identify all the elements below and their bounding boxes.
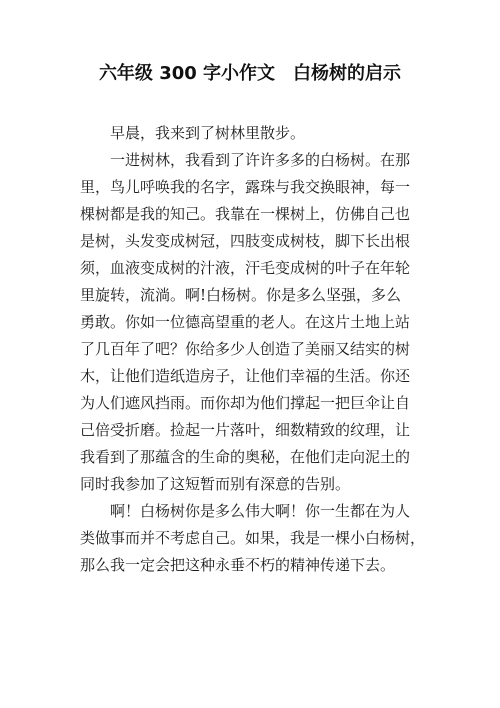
text-line: 是树，头发变成树冠，四肢变成树枝，脚下长出根 [80,232,411,250]
text-line: 我看到了那蕴含的生命的奥秘，在他们走向泥土的 [80,448,411,466]
text-line: 类做事而并不考虑自己。如果，我是一棵小白杨树， [80,529,426,547]
text-line: 那么我一定会把这种永垂不朽的精神传递下去。 [80,556,396,574]
text-line: 一进树林，我看到了许许多多的白杨树。在那 [110,151,411,169]
text-line: 同时我参加了这短暂而别有深意的告别。 [80,475,351,493]
text-line: 早晨，我来到了树林里散步。 [110,124,306,142]
essay-body [80,120,425,579]
text-line: 木，让他们造纸造房子，让他们幸福的生活。你还 [80,367,411,385]
text-line: 须，血液变成树的汁液，汗毛变成树的叶子在年轮 [80,259,411,277]
title-essay-name: 白杨树的启示 [293,63,402,84]
text-line: 了几百年了吧？你给多少人创造了美丽又结实的树 [80,340,411,358]
paragraph-2 [80,147,425,498]
paragraph-1 [80,120,425,147]
title-series: 六年级 300 字小作文 [98,63,276,84]
text-line: 己倍受折磨。捡起一片落叶，细数精致的纹理，让 [80,421,411,439]
text-line: 棵树都是我的知己。我靠在一棵树上，仿佛自己也 [80,205,411,223]
text-line: 里，鸟儿呼唤我的名字，露珠与我交换眼神，每一 [80,178,411,196]
text-line: 勇敢。你如一位德高望重的老人。在这片土地上站 [80,313,411,331]
document-title [0,62,500,86]
text-line: 为人们遮风挡雨。而你却为他们撑起一把巨伞让自 [80,394,411,412]
paragraph-3 [80,498,425,579]
text-line: 里旋转，流淌。啊!白杨树。你是多么坚强，多么 [80,286,402,304]
text-line: 啊！白杨树你是多么伟大啊！你一生都在为人 [110,502,411,520]
